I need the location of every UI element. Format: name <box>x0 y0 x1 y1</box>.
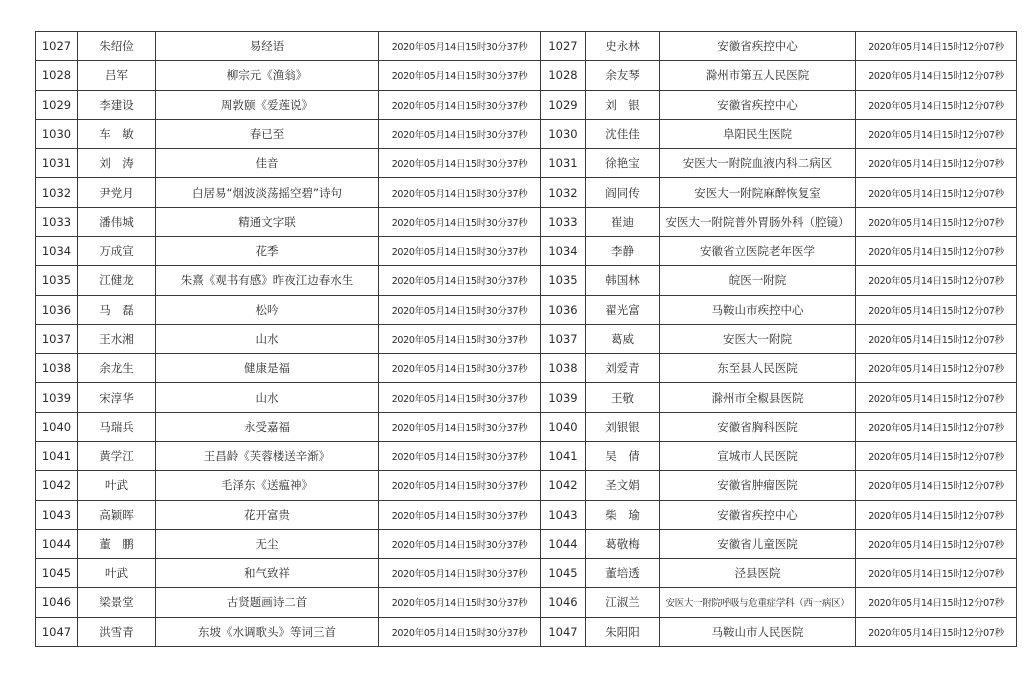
right-org-cell: 皖医一附院 <box>660 266 856 295</box>
right-time-cell: 2020年05月14日15时12分07秒 <box>856 266 1017 295</box>
right-name-cell: 柴 瑜 <box>586 500 660 529</box>
right-number-cell: 1047 <box>541 617 586 646</box>
table-row <box>36 441 1017 470</box>
left-work-cell: 周敦颐《爱莲说》 <box>156 90 379 119</box>
right-name-cell: 董培透 <box>586 559 660 588</box>
left-work-cell: 山水 <box>156 383 379 412</box>
left-work-cell: 佳音 <box>156 149 379 178</box>
left-work-cell: 春已至 <box>156 119 379 148</box>
right-number-cell: 1027 <box>541 32 586 61</box>
right-time-cell: 2020年05月14日15时12分07秒 <box>856 412 1017 441</box>
left-time-cell: 2020年05月14日15时30分37秒 <box>379 529 541 558</box>
left-time-cell: 2020年05月14日15时30分37秒 <box>379 119 541 148</box>
right-number-cell: 1039 <box>541 383 586 412</box>
right-number-cell: 1030 <box>541 119 586 148</box>
left-number-cell: 1033 <box>36 207 78 236</box>
right-org-cell: 阜阳民生医院 <box>660 119 856 148</box>
left-work-cell: 山水 <box>156 324 379 353</box>
left-number-cell: 1031 <box>36 149 78 178</box>
left-time-cell: 2020年05月14日15时30分37秒 <box>379 500 541 529</box>
right-org-cell: 安徽省疾控中心 <box>660 500 856 529</box>
left-work-cell: 花开富贵 <box>156 500 379 529</box>
table-row <box>36 588 1017 617</box>
table-row <box>36 471 1017 500</box>
right-org-cell: 马鞍山市疾控中心 <box>660 295 856 324</box>
right-time-cell: 2020年05月14日15时12分07秒 <box>856 529 1017 558</box>
right-number-cell: 1041 <box>541 441 586 470</box>
left-number-cell: 1043 <box>36 500 78 529</box>
table-row <box>36 559 1017 588</box>
table-row <box>36 119 1017 148</box>
left-number-cell: 1036 <box>36 295 78 324</box>
left-work-cell: 毛泽东《送瘟神》 <box>156 471 379 500</box>
left-number-cell: 1028 <box>36 61 78 90</box>
left-name-cell: 潘伟城 <box>78 207 156 236</box>
left-time-cell: 2020年05月14日15时30分37秒 <box>379 617 541 646</box>
right-time-cell: 2020年05月14日15时12分07秒 <box>856 32 1017 61</box>
right-name-cell: 崔迪 <box>586 207 660 236</box>
left-name-cell: 马瑞兵 <box>78 412 156 441</box>
right-org-cell: 安医大一附院 <box>660 324 856 353</box>
left-time-cell: 2020年05月14日15时30分37秒 <box>379 559 541 588</box>
left-name-cell: 洪雪青 <box>78 617 156 646</box>
left-work-cell: 无尘 <box>156 529 379 558</box>
right-name-cell: 韩国林 <box>586 266 660 295</box>
right-org-cell: 安徽省胸科医院 <box>660 412 856 441</box>
left-work-cell: 永受嘉福 <box>156 412 379 441</box>
left-name-cell: 叶武 <box>78 559 156 588</box>
left-number-cell: 1037 <box>36 324 78 353</box>
right-time-cell: 2020年05月14日15时12分07秒 <box>856 441 1017 470</box>
left-name-cell: 朱绍俭 <box>78 32 156 61</box>
right-number-cell: 1036 <box>541 295 586 324</box>
left-name-cell: 余龙生 <box>78 354 156 383</box>
table-row <box>36 500 1017 529</box>
right-time-cell: 2020年05月14日15时12分07秒 <box>856 354 1017 383</box>
right-name-cell: 刘爱青 <box>586 354 660 383</box>
left-number-cell: 1029 <box>36 90 78 119</box>
left-work-cell: 易经语 <box>156 32 379 61</box>
left-work-cell: 松吟 <box>156 295 379 324</box>
table-row <box>36 383 1017 412</box>
left-time-cell: 2020年05月14日15时30分37秒 <box>379 61 541 90</box>
right-org-cell: 安徽省儿童医院 <box>660 529 856 558</box>
left-time-cell: 2020年05月14日15时30分37秒 <box>379 207 541 236</box>
right-number-cell: 1038 <box>541 354 586 383</box>
right-org-cell: 安医大一附院血液内科二病区 <box>660 149 856 178</box>
right-number-cell: 1043 <box>541 500 586 529</box>
left-number-cell: 1027 <box>36 32 78 61</box>
left-time-cell: 2020年05月14日15时30分37秒 <box>379 471 541 500</box>
left-time-cell: 2020年05月14日15时30分37秒 <box>379 412 541 441</box>
right-org-cell: 安徽省立医院老年医学 <box>660 236 856 265</box>
right-time-cell: 2020年05月14日15时12分07秒 <box>856 207 1017 236</box>
table-row <box>36 178 1017 207</box>
left-number-cell: 1041 <box>36 441 78 470</box>
right-org-cell: 马鞍山市人民医院 <box>660 617 856 646</box>
left-time-cell: 2020年05月14日15时30分37秒 <box>379 266 541 295</box>
left-work-cell: 健康是福 <box>156 354 379 383</box>
table-row <box>36 412 1017 441</box>
right-name-cell: 葛威 <box>586 324 660 353</box>
table-row <box>36 149 1017 178</box>
left-work-cell: 柳宗元《渔翁》 <box>156 61 379 90</box>
left-number-cell: 1044 <box>36 529 78 558</box>
left-work-cell: 王昌龄《芙蓉楼送辛渐》 <box>156 441 379 470</box>
table-row <box>36 32 1017 61</box>
right-time-cell: 2020年05月14日15时12分07秒 <box>856 236 1017 265</box>
roster-body <box>36 32 1017 647</box>
right-time-cell: 2020年05月14日15时12分07秒 <box>856 61 1017 90</box>
right-time-cell: 2020年05月14日15时12分07秒 <box>856 617 1017 646</box>
left-time-cell: 2020年05月14日15时30分37秒 <box>379 32 541 61</box>
left-number-cell: 1035 <box>36 266 78 295</box>
table-row <box>36 354 1017 383</box>
right-time-cell: 2020年05月14日15时12分07秒 <box>856 178 1017 207</box>
table-row <box>36 207 1017 236</box>
right-number-cell: 1031 <box>541 149 586 178</box>
right-org-cell: 安医大一附院普外胃肠外科（腔镜） <box>660 207 856 236</box>
right-name-cell: 沈佳佳 <box>586 119 660 148</box>
left-time-cell: 2020年05月14日15时30分37秒 <box>379 178 541 207</box>
right-number-cell: 1045 <box>541 559 586 588</box>
left-name-cell: 王水湘 <box>78 324 156 353</box>
right-name-cell: 刘银银 <box>586 412 660 441</box>
right-number-cell: 1037 <box>541 324 586 353</box>
left-name-cell: 马 磊 <box>78 295 156 324</box>
right-time-cell: 2020年05月14日15时12分07秒 <box>856 588 1017 617</box>
left-time-cell: 2020年05月14日15时30分37秒 <box>379 324 541 353</box>
left-time-cell: 2020年05月14日15时30分37秒 <box>379 441 541 470</box>
left-number-cell: 1047 <box>36 617 78 646</box>
right-name-cell: 江淑兰 <box>586 588 660 617</box>
left-name-cell: 高颖晖 <box>78 500 156 529</box>
right-number-cell: 1042 <box>541 471 586 500</box>
left-number-cell: 1045 <box>36 559 78 588</box>
right-number-cell: 1033 <box>541 207 586 236</box>
table-row <box>36 61 1017 90</box>
left-number-cell: 1034 <box>36 236 78 265</box>
right-time-cell: 2020年05月14日15时12分07秒 <box>856 119 1017 148</box>
left-name-cell: 梁景堂 <box>78 588 156 617</box>
table-row <box>36 617 1017 646</box>
left-number-cell: 1038 <box>36 354 78 383</box>
right-org-cell: 安徽省疾控中心 <box>660 90 856 119</box>
right-name-cell: 吴 倩 <box>586 441 660 470</box>
right-number-cell: 1046 <box>541 588 586 617</box>
right-org-cell: 东至县人民医院 <box>660 354 856 383</box>
left-work-cell: 朱熹《观书有感》昨夜江边春水生 <box>156 266 379 295</box>
right-number-cell: 1044 <box>541 529 586 558</box>
document-page <box>35 31 1016 647</box>
left-name-cell: 黄学江 <box>78 441 156 470</box>
left-number-cell: 1046 <box>36 588 78 617</box>
right-name-cell: 王敬 <box>586 383 660 412</box>
right-org-cell: 安徽省疾控中心 <box>660 32 856 61</box>
left-number-cell: 1042 <box>36 471 78 500</box>
right-name-cell: 翟光富 <box>586 295 660 324</box>
table-row <box>36 529 1017 558</box>
right-name-cell: 徐艳宝 <box>586 149 660 178</box>
right-org-cell: 安医大一附院麻醉恢复室 <box>660 178 856 207</box>
left-time-cell: 2020年05月14日15时30分37秒 <box>379 588 541 617</box>
right-number-cell: 1029 <box>541 90 586 119</box>
right-time-cell: 2020年05月14日15时12分07秒 <box>856 559 1017 588</box>
left-name-cell: 车 敏 <box>78 119 156 148</box>
right-name-cell: 余友琴 <box>586 61 660 90</box>
right-time-cell: 2020年05月14日15时12分07秒 <box>856 471 1017 500</box>
right-name-cell: 朱阳阳 <box>586 617 660 646</box>
left-work-cell: 古贤题画诗二首 <box>156 588 379 617</box>
left-name-cell: 刘 涛 <box>78 149 156 178</box>
right-org-cell: 滁州市全椒县医院 <box>660 383 856 412</box>
right-time-cell: 2020年05月14日15时12分07秒 <box>856 149 1017 178</box>
left-time-cell: 2020年05月14日15时30分37秒 <box>379 149 541 178</box>
right-number-cell: 1035 <box>541 266 586 295</box>
right-name-cell: 圣文娟 <box>586 471 660 500</box>
left-name-cell: 宋淳华 <box>78 383 156 412</box>
right-time-cell: 2020年05月14日15时12分07秒 <box>856 324 1017 353</box>
right-number-cell: 1040 <box>541 412 586 441</box>
left-time-cell: 2020年05月14日15时30分37秒 <box>379 236 541 265</box>
left-work-cell: 精通文字联 <box>156 207 379 236</box>
roster-table <box>35 31 1017 647</box>
right-org-cell: 宣城市人民医院 <box>660 441 856 470</box>
left-time-cell: 2020年05月14日15时30分37秒 <box>379 295 541 324</box>
left-name-cell: 吕军 <box>78 61 156 90</box>
right-name-cell: 史永林 <box>586 32 660 61</box>
right-time-cell: 2020年05月14日15时12分07秒 <box>856 295 1017 324</box>
left-number-cell: 1030 <box>36 119 78 148</box>
table-row <box>36 295 1017 324</box>
left-time-cell: 2020年05月14日15时30分37秒 <box>379 383 541 412</box>
left-work-cell: 和气致祥 <box>156 559 379 588</box>
left-name-cell: 李建设 <box>78 90 156 119</box>
table-row <box>36 266 1017 295</box>
left-time-cell: 2020年05月14日15时30分37秒 <box>379 354 541 383</box>
table-row <box>36 324 1017 353</box>
right-org-cell: 滁州市第五人民医院 <box>660 61 856 90</box>
left-number-cell: 1040 <box>36 412 78 441</box>
table-row <box>36 90 1017 119</box>
left-work-cell: 花季 <box>156 236 379 265</box>
left-number-cell: 1039 <box>36 383 78 412</box>
left-name-cell: 尹党月 <box>78 178 156 207</box>
left-work-cell: 白居易“烟波淡荡摇空碧”诗句 <box>156 178 379 207</box>
left-number-cell: 1032 <box>36 178 78 207</box>
right-org-cell: 安徽省肿瘤医院 <box>660 471 856 500</box>
right-name-cell: 李静 <box>586 236 660 265</box>
left-name-cell: 叶武 <box>78 471 156 500</box>
right-number-cell: 1034 <box>541 236 586 265</box>
right-org-cell: 安医大一附院呼吸与危重症学科（西一病区） <box>660 588 856 617</box>
right-time-cell: 2020年05月14日15时12分07秒 <box>856 90 1017 119</box>
right-time-cell: 2020年05月14日15时12分07秒 <box>856 383 1017 412</box>
left-work-cell: 东坡《水调歌头》等词三首 <box>156 617 379 646</box>
left-time-cell: 2020年05月14日15时30分37秒 <box>379 90 541 119</box>
right-number-cell: 1032 <box>541 178 586 207</box>
right-org-cell: 泾县医院 <box>660 559 856 588</box>
right-name-cell: 阎同传 <box>586 178 660 207</box>
right-number-cell: 1028 <box>541 61 586 90</box>
table-row <box>36 236 1017 265</box>
right-time-cell: 2020年05月14日15时12分07秒 <box>856 500 1017 529</box>
right-name-cell: 葛敬梅 <box>586 529 660 558</box>
right-name-cell: 刘 银 <box>586 90 660 119</box>
left-name-cell: 董 鹏 <box>78 529 156 558</box>
left-name-cell: 江健龙 <box>78 266 156 295</box>
left-name-cell: 万成宣 <box>78 236 156 265</box>
